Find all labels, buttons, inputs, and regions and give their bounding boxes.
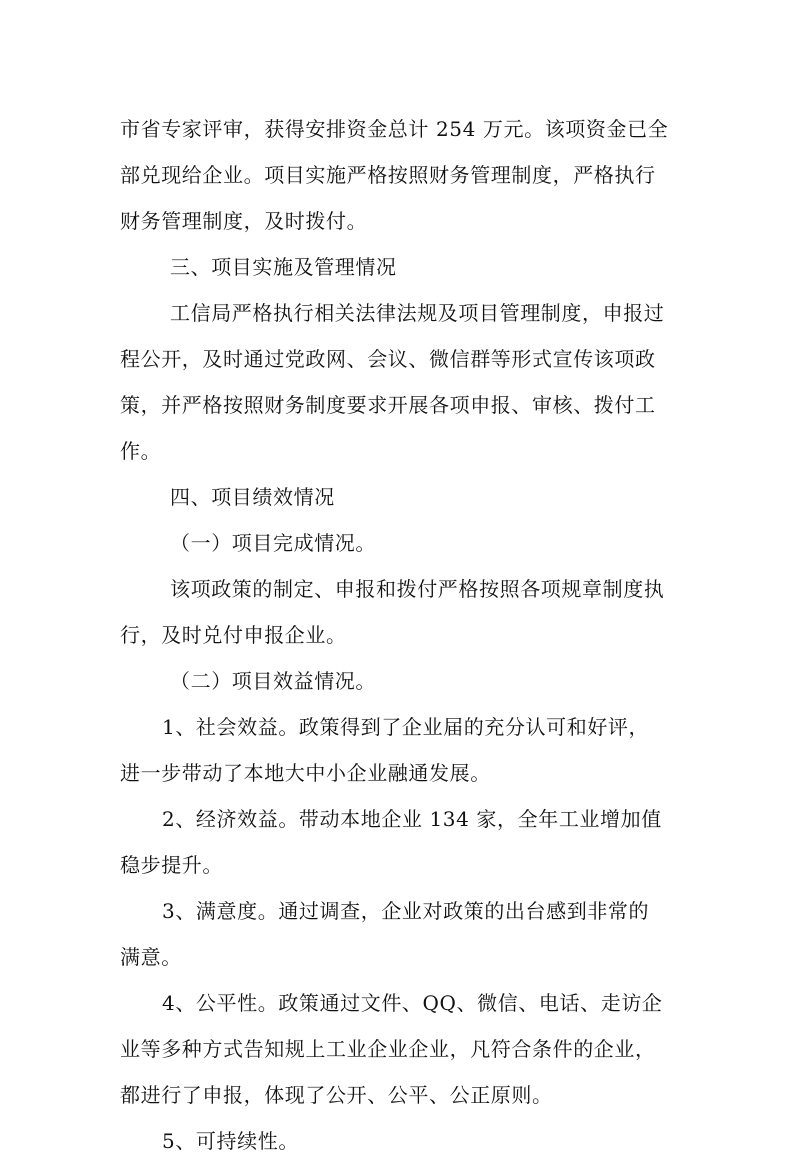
list-item-line: 5、可持续性。 — [162, 1129, 299, 1153]
subsection-heading: （一）项目完成情况。 — [170, 531, 376, 555]
paragraph-line: 行，及时兑付申报企业。 — [120, 623, 347, 647]
paragraph-line: 工信局严格执行相关法律法规及项目管理制度，申报过 — [170, 301, 665, 325]
paragraph-line: 财务管理制度，及时拨付。 — [120, 209, 368, 233]
list-item-line: 3、满意度。通过调查，企业对政策的出台感到非常的 — [162, 899, 650, 923]
paragraph-line: 程公开，及时通过党政网、会议、微信群等形式宣传该项政 — [120, 347, 656, 371]
list-item-line: 都进行了申报，体现了公开、公平、公正原则。 — [120, 1083, 553, 1107]
paragraph-line: 部兑现给企业。项目实施严格按照财务管理制度，严格执行 — [120, 163, 656, 187]
list-item-line: 稳步提升。 — [120, 853, 223, 877]
list-item-line: 满意。 — [120, 945, 182, 969]
paragraph-line: 该项政策的制定、申报和拨付严格按照各项规章制度执 — [170, 577, 665, 601]
list-item-line: 4、公平性。政策通过文件、QQ、微信、电话、走访企 — [162, 991, 663, 1015]
section-heading: 四、项目绩效情况 — [170, 485, 335, 509]
list-item-line: 2、经济效益。带动本地企业 134 家，全年工业增加值 — [162, 807, 662, 831]
list-item-line: 进一步带动了本地大中小企业融通发展。 — [120, 761, 491, 785]
subsection-heading: （二）项目效益情况。 — [170, 669, 376, 693]
document-body — [120, 106, 680, 1164]
paragraph-line: 作。 — [120, 439, 162, 463]
paragraph-line: 市省专家评审，获得安排资金总计 254 万元。该项资金已全 — [120, 117, 669, 141]
list-item-line: 业等多种方式告知规上工业企业企业，凡符合条件的企业， — [120, 1037, 656, 1061]
section-heading: 三、项目实施及管理情况 — [170, 255, 397, 279]
paragraph-line: 策，并严格按照财务制度要求开展各项申报、审核、拨付工 — [120, 393, 656, 417]
list-item-line: 1、社会效益。政策得到了企业届的充分认可和好评， — [162, 715, 650, 739]
